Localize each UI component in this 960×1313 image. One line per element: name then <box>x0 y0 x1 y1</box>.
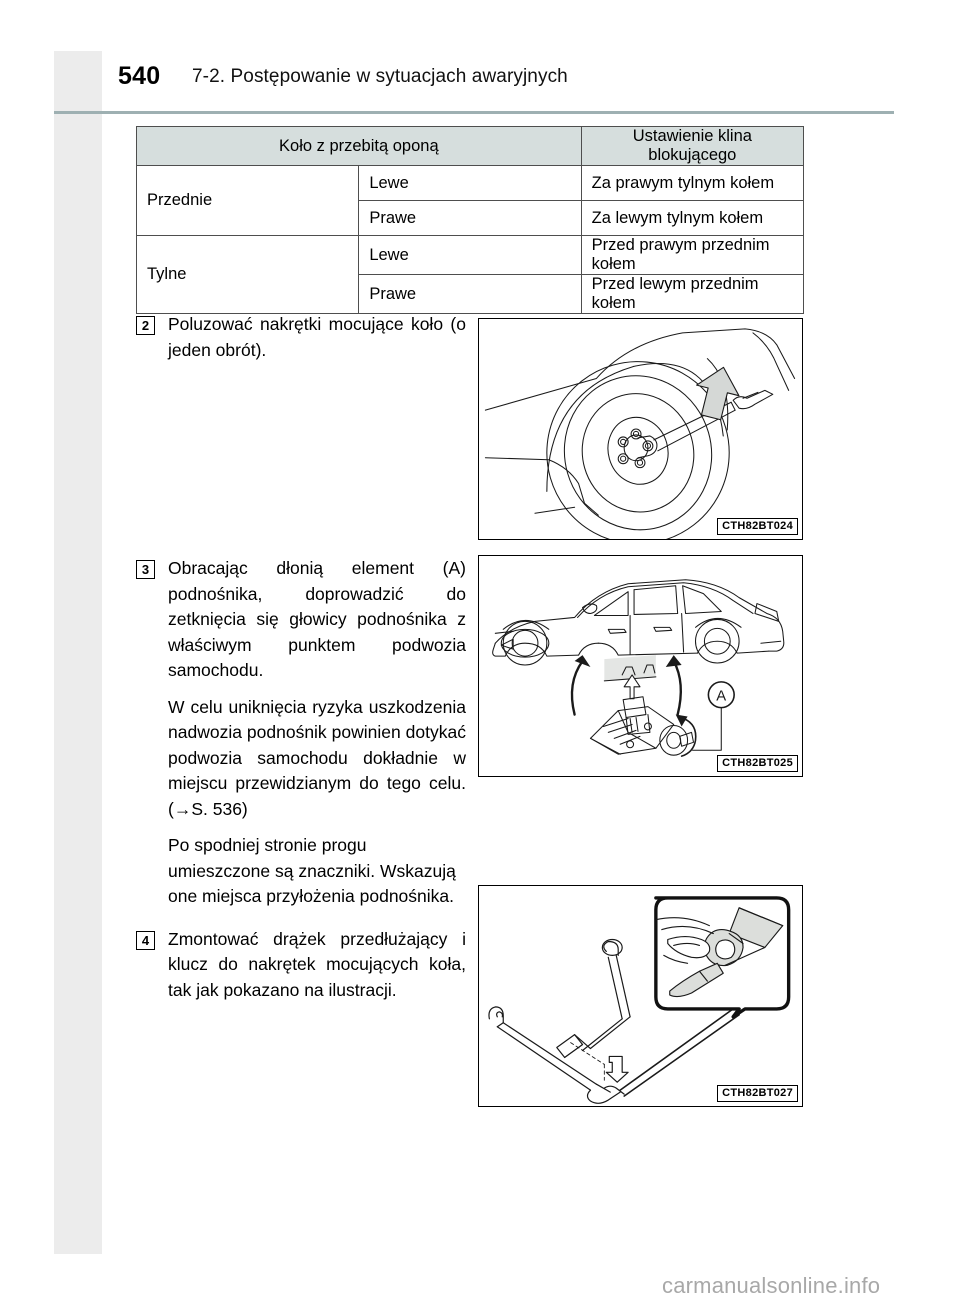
table-header-flat-tire: Koło z przebitą oponą <box>137 127 582 166</box>
figure-3-code: CTH82BT027 <box>717 1085 798 1102</box>
page-number: 540 <box>118 62 161 90</box>
header-divider <box>54 111 894 114</box>
figure-position-jack <box>478 555 803 777</box>
step-number-badge: 3 <box>136 560 155 579</box>
table-row <box>137 236 804 275</box>
figure-3-illustration <box>479 886 802 1106</box>
step-2-text: Poluzować nakrętki mocujące koło (o jeden obrót). <box>168 314 466 360</box>
cell-side: Lewe <box>359 236 581 275</box>
side-tab-band <box>54 51 102 1254</box>
figure-1-illustration <box>479 319 802 539</box>
callout-label-a: A <box>716 688 727 705</box>
table-row <box>137 166 804 201</box>
figure-2-code: CTH82BT025 <box>717 755 798 772</box>
cell-axle-rear: Tylne <box>137 236 359 314</box>
cell-side: Lewe <box>359 166 581 201</box>
figure-assemble-wrench <box>478 885 803 1107</box>
site-watermark: carmanualsonline.info <box>662 1273 881 1298</box>
figure-loosen-lug-nuts <box>478 318 803 540</box>
cell-placement: Za prawym tylnym kołem <box>581 166 803 201</box>
cell-placement: Przed lewym przednim kołem <box>581 275 803 314</box>
rotation-arrow-icon <box>690 362 745 423</box>
step-number-badge: 2 <box>136 316 155 335</box>
step-number-badge: 4 <box>136 931 155 950</box>
page-title: 7-2. Postępowanie w sytuacjach awaryjnych <box>192 66 568 87</box>
step-3-note-1: W celu uniknięcia ryzyka uszkodzenia nadwozia podnośnik powinien dotykać podwozia samochodu dokładnie w miejscu przewidzianym do tego celu. (→S. 536) <box>168 696 466 819</box>
table-header-row <box>137 127 804 166</box>
step-3-note-2: Po spodniej stronie progu umieszczone są znaczniki. Wskazują one miejsca przyłożenia podnośnika. <box>168 835 456 906</box>
step-3-text: Obracając dłonią element (A) podnośnika, doprowadzić do zetknięcia się głowicy podnośnika z właściwym punktem podwozia samochodu. <box>168 558 466 680</box>
step-4-text: Zmontować drążek przedłużający i klucz do nakrętek mocujących koła, tak jak pokazano na ilustracji. <box>168 928 466 1000</box>
page-header <box>102 62 862 106</box>
table-header-chock-position: Ustawienie klina blokującego <box>581 127 803 166</box>
cell-axle-front: Przednie <box>137 166 359 236</box>
cell-side: Prawe <box>359 275 581 314</box>
cell-side: Prawe <box>359 201 581 236</box>
cell-placement: Za lewym tylnym kołem <box>581 201 803 236</box>
cell-placement: Przed prawym przednim kołem <box>581 236 803 275</box>
wheel-chock-table-wrapper <box>136 126 804 314</box>
wheel-chock-table <box>136 126 804 314</box>
figure-1-code: CTH82BT024 <box>717 518 798 535</box>
figure-2-illustration <box>479 556 802 776</box>
